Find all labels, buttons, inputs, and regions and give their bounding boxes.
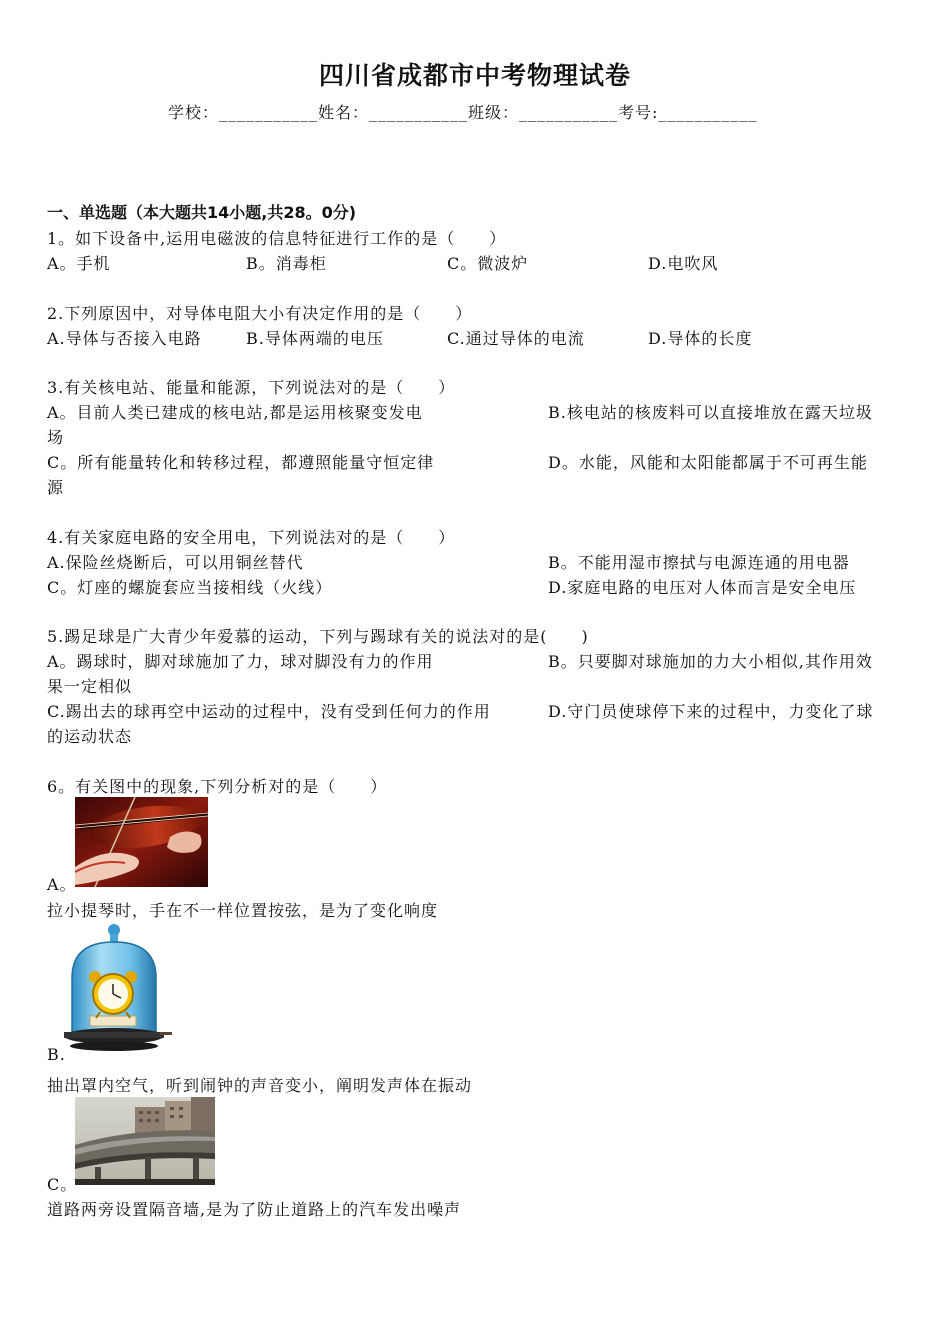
question-6-option-a-text: 拉小提琴时，手在不一样位置按弦，是为了变化响度: [47, 901, 439, 920]
question-3-option-b: B.核电站的核废料可以直接堆放在露天垃圾: [548, 403, 873, 422]
question-6-option-c-label: C。: [47, 1175, 78, 1194]
question-2-stem: 2.下列原因中，对导体电阻大小有决定作用的是（ ）: [47, 304, 473, 323]
question-1-option-a: A。手机: [47, 254, 111, 273]
question-3-option-d-wrap: 源: [47, 478, 65, 497]
violin-image: [75, 797, 208, 887]
question-5-option-b-wrap: 果一定相似: [47, 677, 133, 696]
question-5-option-d-wrap: 的运动状态: [47, 727, 133, 746]
question-1-stem: 1。如下设备中,运用电磁波的信息特征进行工作的是（ ）: [47, 229, 507, 248]
question-3-option-c: C。所有能量转化和转移过程，都遵照能量守恒定律: [47, 453, 435, 472]
question-5-option-d: D.守门员使球停下来的过程中，力变化了球: [548, 702, 874, 721]
question-6-stem: 6。有关图中的现象,下列分析对的是（ ）: [47, 777, 388, 796]
question-6-option-a-label: A。: [47, 875, 77, 894]
question-3-stem: 3.有关核电站、能量和能源，下列说法对的是（ ）: [47, 378, 456, 397]
question-1-option-c: C。微波炉: [447, 254, 529, 273]
question-5-option-c: C.踢出去的球再空中运动的过程中，没有受到任何力的作用: [47, 702, 491, 721]
question-5-option-a: A。踢球时，脚对球施加了力，球对脚没有力的作用: [47, 652, 434, 671]
question-2-option-a: A.导体与否接入电路: [47, 329, 202, 348]
question-4-option-c: C。灯座的螺旋套应当接相线（火线）: [47, 578, 333, 597]
question-4-option-b: B。不能用湿市擦拭与电源连通的用电器: [548, 553, 850, 572]
question-5-stem: 5.踢足球是广大青少年爱慕的运动，下列与踢球有关的说法对的是( ): [47, 627, 589, 646]
question-6-option-b-label: B.: [47, 1045, 66, 1064]
question-3-option-b-wrap: 场: [47, 428, 65, 447]
sound-barrier-road-image: [75, 1097, 215, 1185]
question-3-option-a: A。目前人类已建成的核电站,都是运用核聚变发电: [47, 403, 423, 422]
section-heading: 一、单选题（本大题共14小题,共28。0分): [47, 203, 357, 222]
bell-jar-alarm-clock-image: [62, 920, 174, 1062]
question-2-option-d: D.导体的长度: [648, 329, 753, 348]
question-1-option-d: D.电吹风: [648, 254, 719, 273]
question-5-option-b: B。只要脚对球施加的力大小相似,其作用效: [548, 652, 873, 671]
question-4-stem: 4.有关家庭电路的安全用电，下列说法对的是（ ）: [47, 528, 456, 547]
student-info-line: 学校：___________姓名：___________班级：___________考号:___________: [168, 103, 758, 122]
question-3-option-d: D。水能，风能和太阳能都属于不可再生能: [548, 453, 868, 472]
question-6-option-c-text: 道路两旁设置隔音墙,是为了防止道路上的汽车发出噪声: [47, 1200, 462, 1219]
question-2-option-c: C.通过导体的电流: [447, 329, 585, 348]
question-2-option-b: B.导体两端的电压: [246, 329, 384, 348]
page-title: 四川省成都市中考物理试卷: [318, 61, 631, 90]
question-6-option-b-text: 抽出罩内空气，听到闹钟的声音变小，阐明发声体在振动: [47, 1076, 473, 1095]
question-4-option-a: A.保险丝烧断后，可以用铜丝替代: [47, 553, 304, 572]
question-1-option-b: B。消毒柜: [246, 254, 327, 273]
question-4-option-d: D.家庭电路的电压对人体而言是安全电压: [548, 578, 857, 597]
